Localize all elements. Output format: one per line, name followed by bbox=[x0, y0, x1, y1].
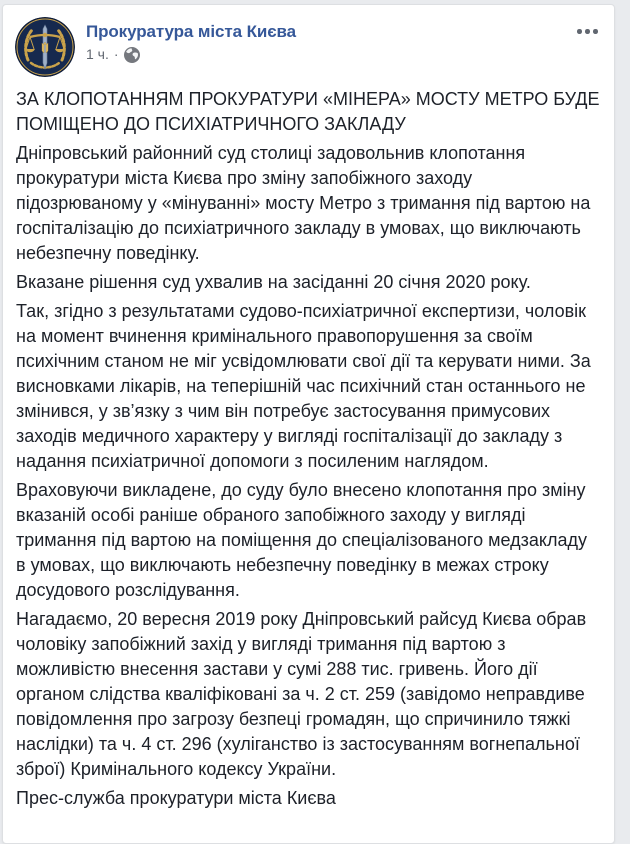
post-card bbox=[2, 4, 615, 844]
post-title-paragraph: ЗА КЛОПОТАННЯМ ПРОКУРАТУРИ «МІНЕРА» МОСТУ МЕТРО БУДЕ ПОМІЩЕНО ДО ПСИХІАТРИЧНОГО ЗАКЛАДУ bbox=[16, 89, 600, 134]
separator-dot: · bbox=[113, 46, 119, 62]
post-meta bbox=[86, 17, 296, 63]
more-options-button[interactable] bbox=[569, 17, 602, 42]
post-timestamp[interactable]: 1 ч. bbox=[86, 46, 109, 62]
post-paragraph: Враховуючи викладене, до суду було внесено клопотання про зміну вказаній особі раніше обраного запобіжного заходу у вигляді тримання під вартою на поміщення до спеціалізованого медзакладу в умовах, що виключають небезпечну поведінку в межах строку досудового розслідування. bbox=[16, 480, 587, 600]
post-header bbox=[3, 5, 614, 77]
post-paragraph: Нагадаємо, 20 вересня 2019 року Дніпровський райсуд Києва обрав чоловіку запобіжний захід у вигляді тримання під вартою з можливістю внесення застави у сумі 288 тис. гривень. Його дії органом слідства кваліфіковані за ч. 2 ст. 259 (завідомо неправдиве повідомлення про загрозу безпеці громадян, що спричинило тяжкі наслідки) та ч. 4 ст. 296 (хуліганство із застосуванням вогнепальної зброї) Кримінального кодексу України. bbox=[16, 609, 587, 779]
post-content bbox=[3, 77, 614, 825]
page-name-link[interactable]: Прокуратура міста Києва bbox=[86, 22, 296, 41]
post-subline bbox=[86, 46, 296, 63]
post-paragraph: Так, згідно з результатами судово-психіатричної експертизи, чоловік на момент вчинення кримінального правопорушення за своїм психічним станом не міг усвідомлювати свої дії та керувати ними. За висновками лікарів, на теперішній час психічний стан останнього не змінився, у зв’язку з чим він потребує застосування примусових заходів медичного характеру у вигляді госпіталізації до закладу з надання психіатричної допомоги з посиленим наглядом. bbox=[16, 301, 591, 471]
ellipsis-icon bbox=[577, 29, 598, 34]
globe-privacy-icon bbox=[124, 47, 140, 63]
prosecutor-emblem-icon bbox=[15, 17, 75, 77]
post-paragraph: Вказане рішення суд ухвалив на засіданні 20 січня 2020 року. bbox=[16, 272, 531, 292]
post-paragraph: Дніпровський районний суд столиці задовольнив клопотання прокуратури міста Києва про зміну запобіжного заходу підозрюваному у «мінуванні» мосту Метро з тримання під вартою на госпіталізацію до психіатричного закладу в умовах, що виключають небезпечну поведінку. bbox=[16, 143, 591, 263]
page-avatar[interactable] bbox=[15, 17, 75, 77]
post-signature: Прес-служба прокуратури міста Києва bbox=[16, 788, 336, 808]
